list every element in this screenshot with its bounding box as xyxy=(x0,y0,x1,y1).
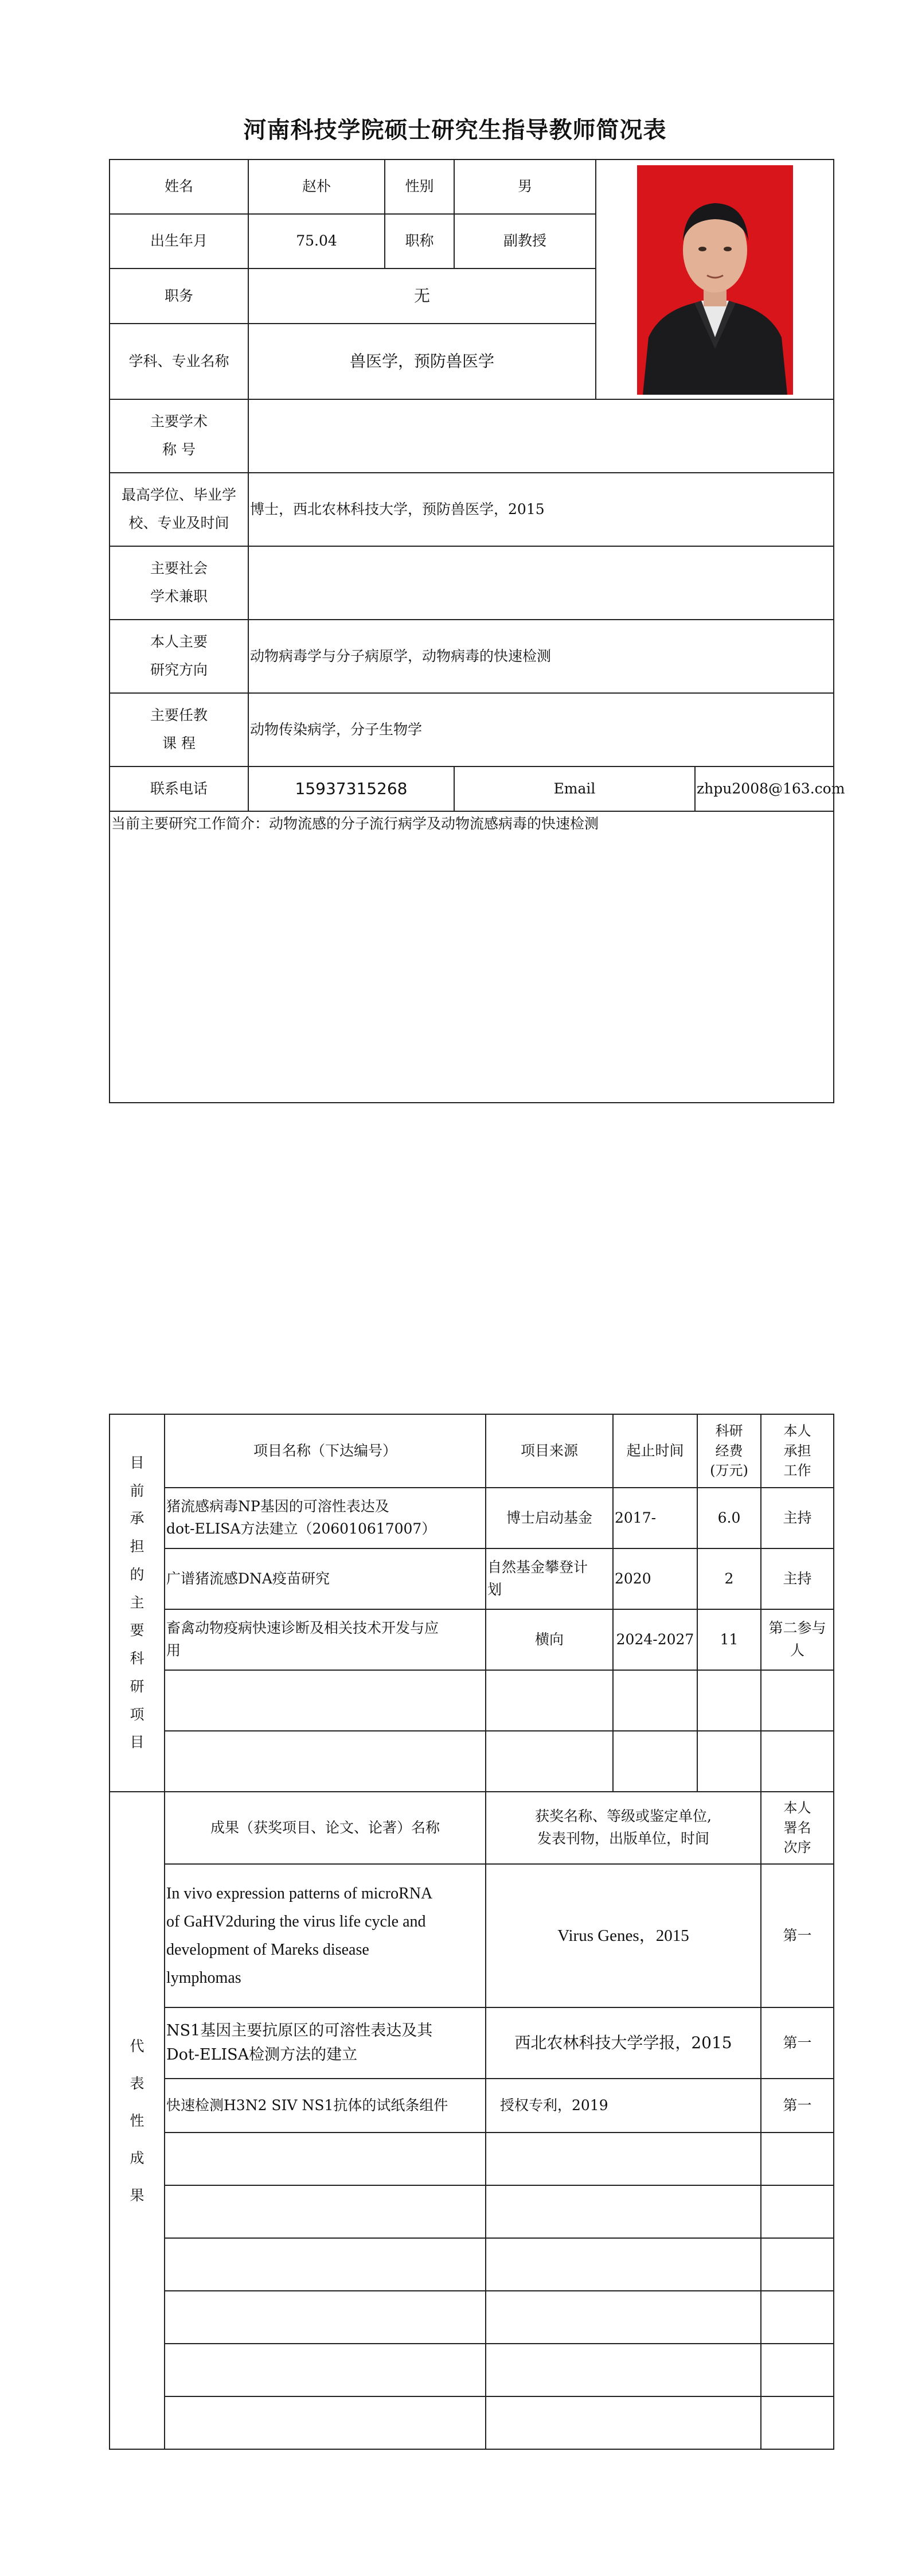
project-funds: 6.0 xyxy=(697,1488,761,1548)
courses-value: 动物传染病学，分子生物学 xyxy=(248,693,834,766)
table-row xyxy=(110,1864,834,2007)
project-role: 主持 xyxy=(761,1488,834,1548)
table-row xyxy=(110,1731,834,1792)
table-row xyxy=(110,2185,834,2238)
degree-value: 博士，西北农林科技大学，预防兽医学，2015 xyxy=(248,473,834,546)
discipline-value: 兽医学，预防兽医学 xyxy=(248,324,596,399)
project-name: 广谱猪流感DNA疫苗研究 xyxy=(165,1548,486,1609)
portrait-photo xyxy=(637,165,793,395)
photo-cell xyxy=(596,159,834,399)
email-value: zhpu2008@163.com xyxy=(695,766,834,811)
project-period: 2024-2027 xyxy=(613,1609,697,1670)
table-row xyxy=(110,2133,834,2185)
table-row xyxy=(110,1609,834,1670)
table-row xyxy=(110,2396,834,2449)
achievement-title: NS1基因主要抗原区的可溶性表达及其 Dot-ELISA检测方法的建立 xyxy=(165,2007,486,2079)
phone-value: 15937315268 xyxy=(248,766,454,811)
table-row xyxy=(110,1548,834,1609)
research-value: 动物病毒学与分子病原学，动物病毒的快速检测 xyxy=(248,620,834,693)
achievement-venue: Virus Genes，2015 xyxy=(486,1864,761,2007)
achievement-title: In vivo expression patterns of microRNA of GaHV2during the virus life cycle and development of Mareks disease lymphomas xyxy=(165,1864,486,2007)
courses-label: 主要任教 课 程 xyxy=(110,693,248,766)
page-title: 河南科技学院硕士研究生指导教师简况表 xyxy=(243,117,667,143)
summary-label: 当前主要研究工作简介： xyxy=(111,815,270,832)
gender-label: 性别 xyxy=(385,159,454,214)
achievement-order: 第一 xyxy=(761,2007,834,2079)
name-label: 姓名 xyxy=(110,159,248,214)
name-value: 赵朴 xyxy=(248,159,385,214)
discipline-label: 学科、专业名称 xyxy=(110,324,248,399)
project-name: 畜禽动物疫病快速诊断及相关技术开发与应 用 xyxy=(165,1609,486,1670)
project-source: 自然基金攀登计 划 xyxy=(486,1548,613,1609)
table-row xyxy=(110,2079,834,2133)
table-row xyxy=(110,2344,834,2396)
birth-label: 出生年月 xyxy=(110,214,248,269)
gender-value: 男 xyxy=(454,159,596,214)
social-label: 主要社会 学术兼职 xyxy=(110,546,248,620)
rank-value: 副教授 xyxy=(454,214,596,269)
titles-value xyxy=(248,399,834,473)
header-project-role: 本人 承担 工作 xyxy=(761,1414,834,1488)
achievement-title: 快速检测H3N2 SIV NS1抗体的试纸条组件 xyxy=(165,2079,486,2133)
research-label: 本人主要 研究方向 xyxy=(110,620,248,693)
birth-value: 75.04 xyxy=(248,214,385,269)
rank-label: 职称 xyxy=(385,214,454,269)
achievement-order: 第一 xyxy=(761,2079,834,2133)
profile-table xyxy=(109,159,845,1103)
table-row xyxy=(110,2007,834,2079)
post-label: 职务 xyxy=(110,269,248,324)
project-period: 2020 xyxy=(613,1548,697,1609)
project-source: 横向 xyxy=(486,1609,613,1670)
table-row xyxy=(110,1670,834,1731)
header-achievement-title: 成果（获奖项目、论文、论著）名称 xyxy=(165,1792,486,1864)
table-row xyxy=(110,2291,834,2344)
header-project-funds: 科研 经费 (万元) xyxy=(697,1414,761,1488)
degree-label: 最高学位、毕业学 校、专业及时间 xyxy=(110,473,248,546)
project-period: 2017- xyxy=(613,1488,697,1548)
achievement-order: 第一 xyxy=(761,1864,834,2007)
project-name: 猪流感病毒NP基因的可溶性表达及 dot-ELISA方法建立（206010617007） xyxy=(165,1488,486,1548)
projects-table xyxy=(109,1414,834,2450)
project-source: 博士启动基金 xyxy=(486,1488,613,1548)
header-project-source: 项目来源 xyxy=(486,1414,613,1488)
achievement-venue: 授权专利，2019 xyxy=(486,2079,761,2133)
summary-text: 动物流感的分子流行病学及动物流感病毒的快速检测 xyxy=(269,815,599,832)
summary-cell xyxy=(110,811,834,1103)
project-funds: 2 xyxy=(697,1548,761,1609)
project-role: 主持 xyxy=(761,1548,834,1609)
header-achievement-order: 本人 署名 次序 xyxy=(761,1792,834,1864)
project-funds: 11 xyxy=(697,1609,761,1670)
social-value xyxy=(248,546,834,620)
table-row xyxy=(110,2238,834,2291)
header-project-period: 起止时间 xyxy=(613,1414,697,1488)
titles-label: 主要学术 称 号 xyxy=(110,399,248,473)
phone-label: 联系电话 xyxy=(110,766,248,811)
header-project-name: 项目名称（下达编号） xyxy=(165,1414,486,1488)
projects-side-label: 目 前 承 担 的 主 要 科 研 项 目 xyxy=(110,1414,165,1792)
table-row xyxy=(110,1488,834,1548)
achievements-side-label: 代 表 性 成 果 xyxy=(110,1792,165,2449)
header-achievement-venue: 获奖名称、等级或鉴定单位, 发表刊物，出版单位，时间 xyxy=(486,1792,761,1864)
achievement-venue: 西北农林科技大学学报，2015 xyxy=(486,2007,761,2079)
project-role: 第二参与 人 xyxy=(761,1609,834,1670)
email-label: Email xyxy=(454,766,695,811)
post-value: 无 xyxy=(248,269,596,324)
